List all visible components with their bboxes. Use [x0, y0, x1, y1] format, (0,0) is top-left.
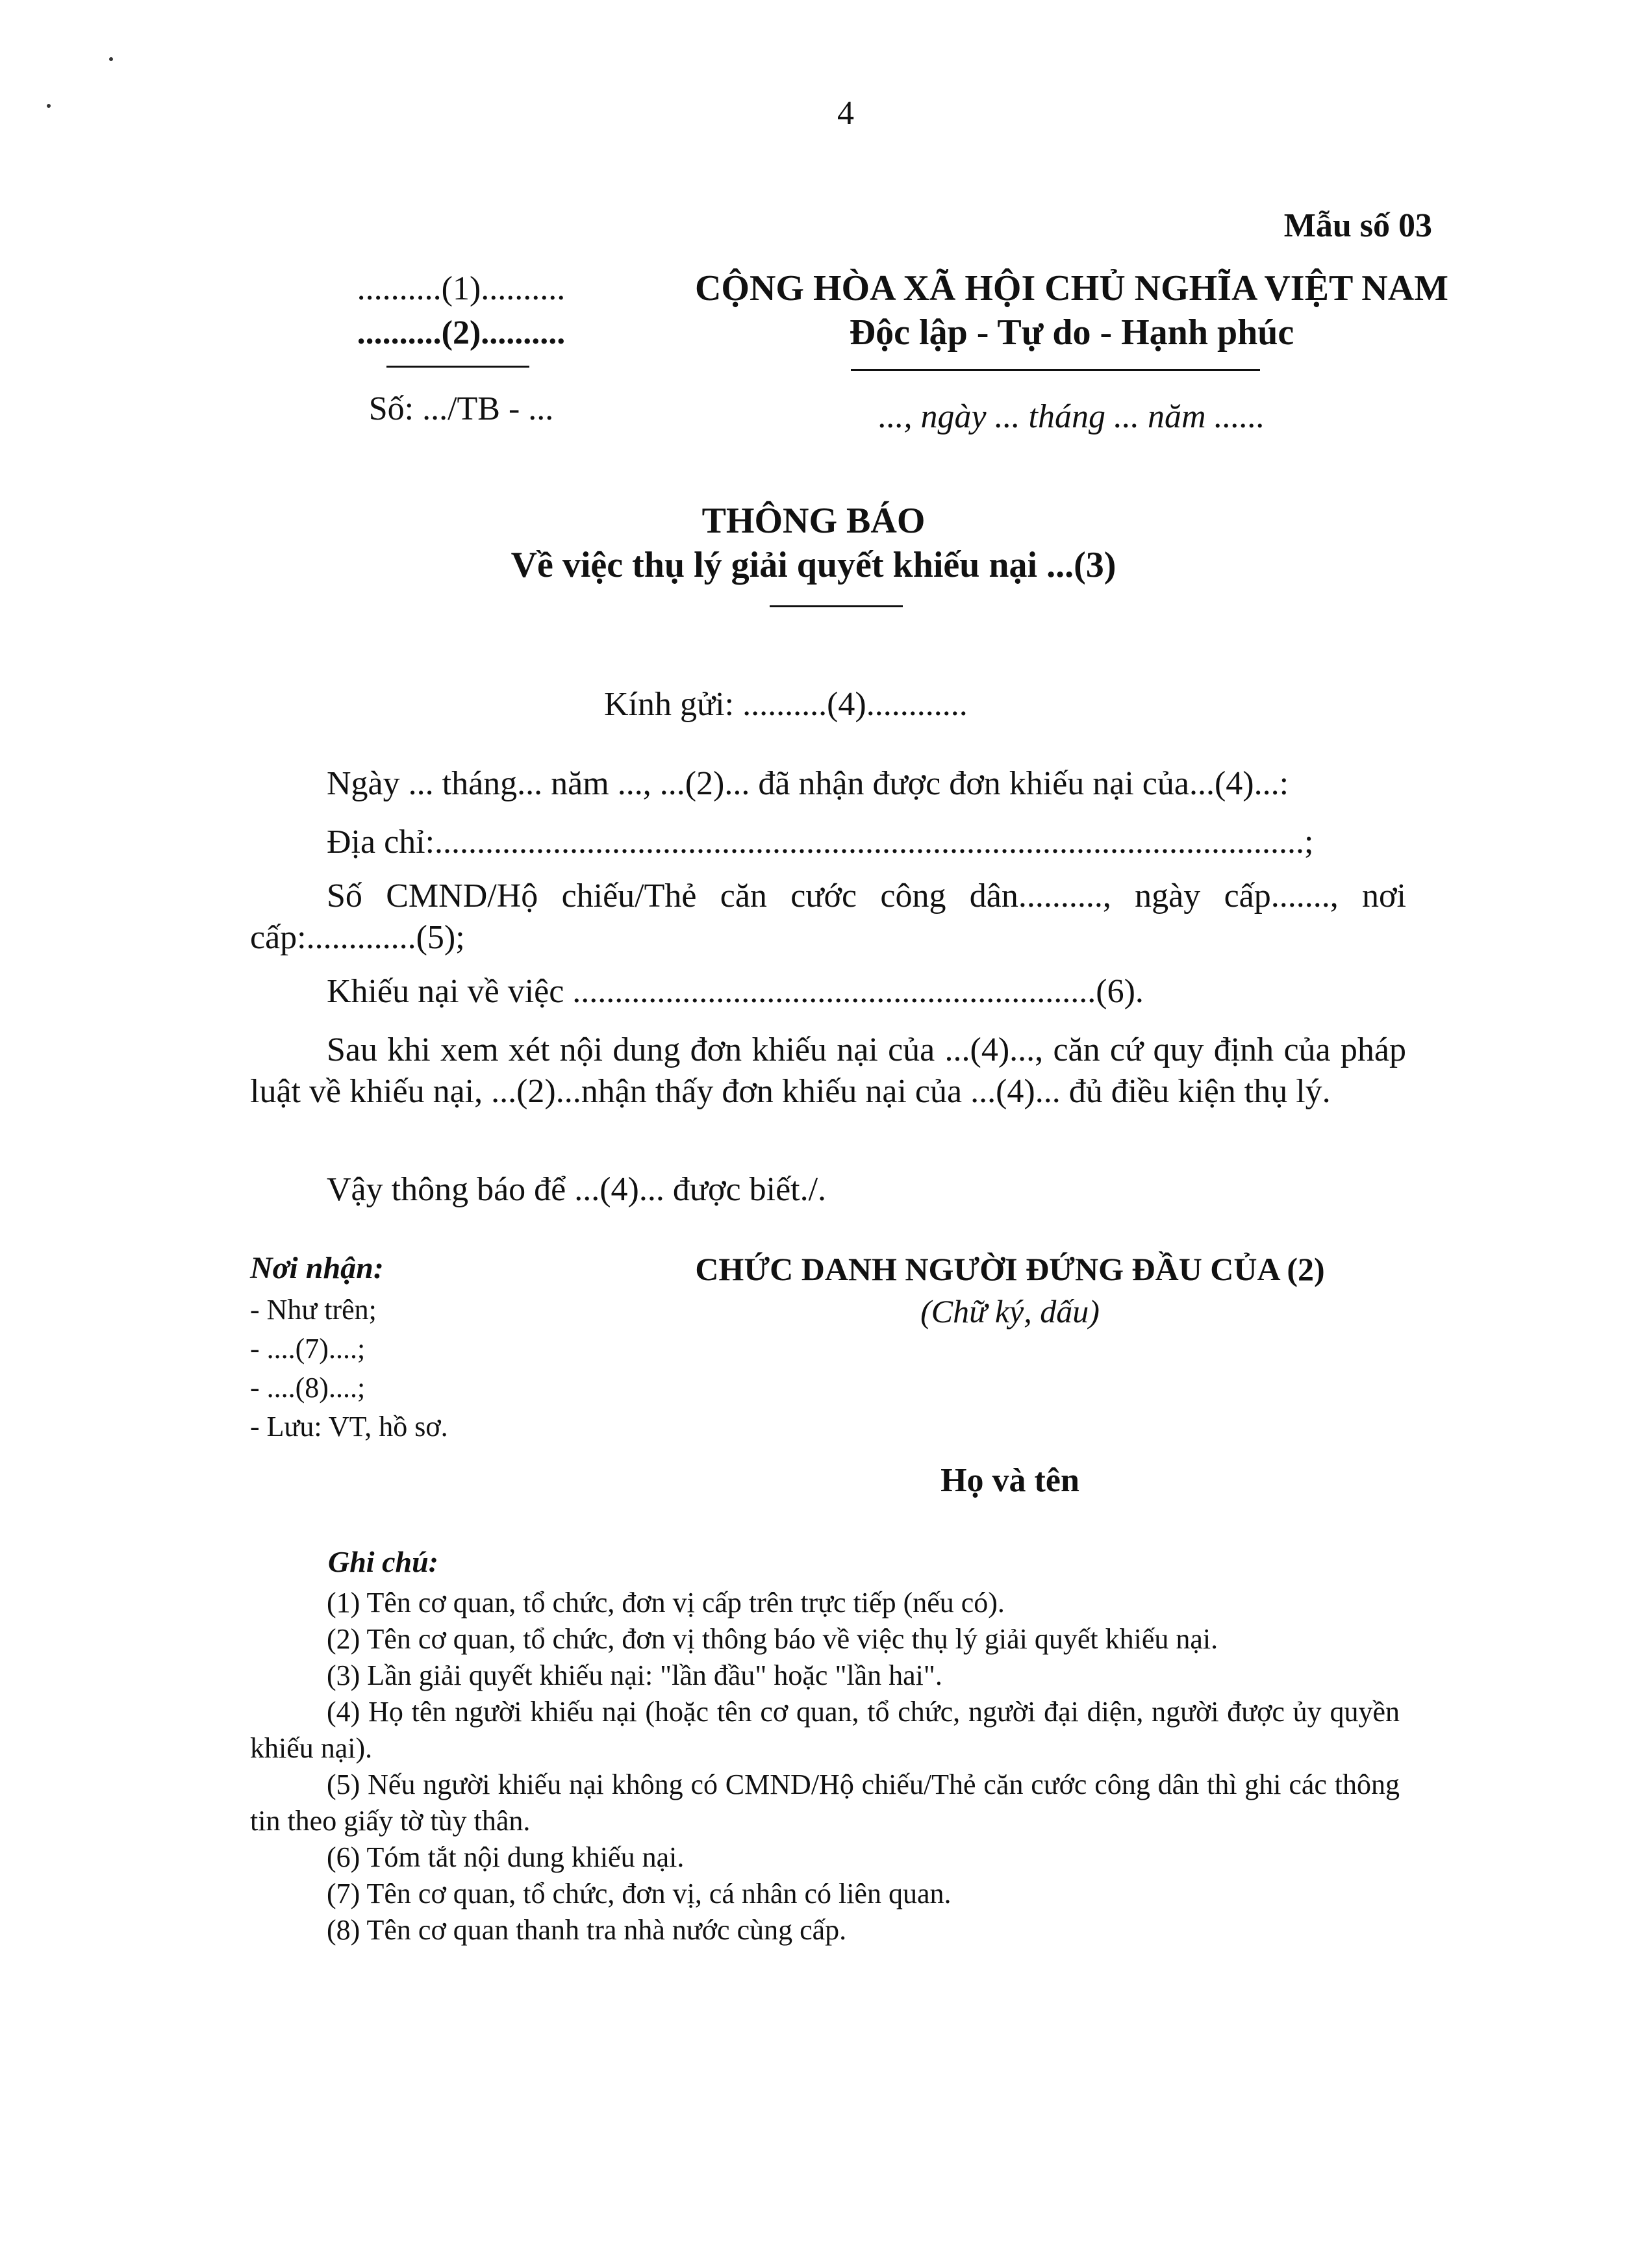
recipient-item: - Như trên; [250, 1294, 377, 1326]
paragraph-address: Địa chỉ:.......................................................................................................; [327, 824, 1314, 861]
scan-speck [109, 57, 113, 61]
recipient-item: - ....(8)....; [250, 1372, 366, 1404]
paragraph-notice: Vậy thông báo để ...(4)... được biết./. [327, 1171, 827, 1208]
motto-divider [851, 369, 1260, 371]
agency-line-2: ..........(2).......... [357, 314, 566, 351]
document-title: THÔNG BÁO [701, 501, 926, 541]
notes-heading: Ghi chú: [328, 1545, 438, 1578]
nation-title: CỘNG HÒA XÃ HỘI CHỦ NGHĨA VIỆT NAM [694, 268, 1449, 309]
recipient-item: - ....(7)....; [250, 1333, 366, 1365]
document-subtitle: Về việc thụ lý giải quyết khiếu nại ...(3) [511, 545, 1116, 585]
note-item: (2) Tên cơ quan, tổ chức, đơn vị thông báo về việc thụ lý giải quyết khiếu nại. [327, 1623, 1218, 1655]
agency-line-1: ..........(1).......... [357, 270, 566, 307]
paragraph-complaint-subject: Khiếu nại về việc ..............................................................(6). [327, 973, 1144, 1010]
paragraph-received: Ngày ... tháng... năm ..., ...(2)... đã nhận được đơn khiếu nại của...(4)...: [327, 765, 1289, 802]
nation-motto: Độc lập - Tự do - Hạnh phúc [849, 312, 1294, 353]
salutation: Kính gửi: ..........(4)............ [604, 686, 968, 723]
note-item: (8) Tên cơ quan thanh tra nhà nước cùng cấp. [327, 1914, 847, 1946]
date-line: ..., ngày ... tháng ... năm ...... [878, 398, 1265, 435]
agency-divider [386, 366, 529, 368]
signer-name: Họ và tên [940, 1462, 1079, 1499]
paragraph-review: Sau khi xem xét nội dung đơn khiếu nại của ...(4)..., căn cứ quy định của pháp luật về khiếu nại, ...(2)...nhận thấy đơn khiếu nại của ...(4)... đủ điều kiện thụ lý. [250, 1031, 1406, 1110]
note-item: (3) Lần giải quyết khiếu nại: "lần đầu" hoặc "lần hai". [327, 1659, 942, 1691]
document-number: Số: .../TB - ... [368, 390, 554, 427]
note-item: (4) Họ tên người khiếu nại (hoặc tên cơ quan, tổ chức, người đại diện, người được ủy quyền khiếu nại). [250, 1696, 1400, 1764]
notes-list [250, 1585, 1400, 1948]
signer-position: CHỨC DANH NGƯỜI ĐỨNG ĐẦU CỦA (2) [695, 1251, 1325, 1287]
title-divider [770, 605, 903, 607]
note-item: (5) Nếu người khiếu nại không có CMND/Hộ chiếu/Thẻ căn cước công dân thì ghi các thông tin theo giấy tờ tùy thân. [250, 1769, 1400, 1837]
scan-speck [47, 104, 51, 108]
recipients-heading: Nơi nhận: [250, 1251, 384, 1285]
paragraph-id-document: Số CMND/Hộ chiếu/Thẻ căn cước công dân.........., ngày cấp......., nơi cấp:.............(5); [250, 877, 1406, 956]
note-item: (7) Tên cơ quan, tổ chức, đơn vị, cá nhân có liên quan. [327, 1878, 952, 1909]
page-number: 4 [837, 95, 854, 132]
note-item: (1) Tên cơ quan, tổ chức, đơn vị cấp trên trực tiếp (nếu có). [327, 1587, 1005, 1619]
signature-note: (Chữ ký, dấu) [920, 1293, 1100, 1329]
note-item: (6) Tóm tắt nội dung khiếu nại. [327, 1841, 685, 1873]
recipient-item: - Lưu: VT, hồ sơ. [250, 1411, 448, 1443]
form-number: Mẫu số 03 [1283, 207, 1432, 244]
